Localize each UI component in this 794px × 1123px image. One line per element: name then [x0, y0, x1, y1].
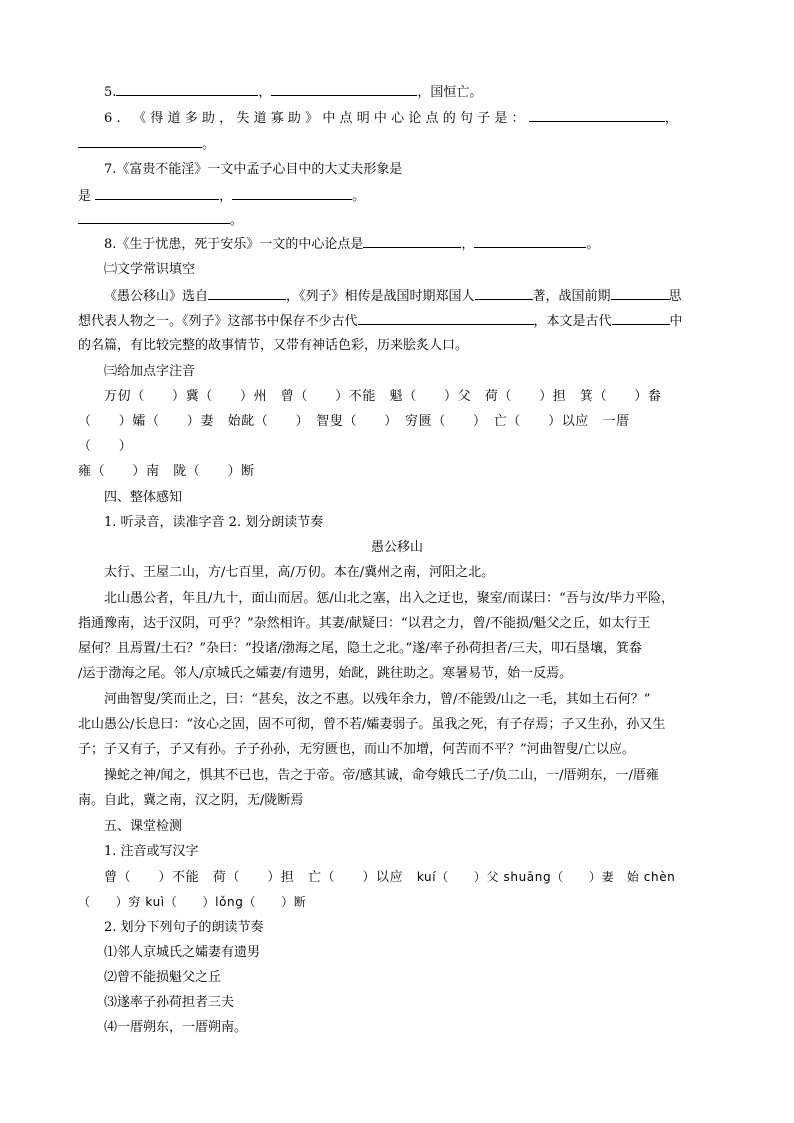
blank[interactable] — [363, 234, 461, 248]
task-2-s2: ⑵曾不能损魁父之丘 — [104, 970, 222, 985]
blank[interactable] — [232, 186, 352, 200]
passage-p2b: 指通豫南，达于汉阴，可乎？”杂然相许。其妻/献疑曰：“以君之力，曾/不能损/魁父之丘，如太行王 — [78, 616, 651, 631]
passage-p4b: 南。自此，冀之南，汉之阴，无/陇断焉 — [78, 793, 304, 808]
passage-p3c: 子；子又有子，子又有孙。子子孙孙，无穷匮也，而山不加增，何苦而不平？”河曲智叟/亡以应。 — [78, 742, 636, 757]
task-2-title: 2. 划分下列句子的朗读节奏 — [104, 920, 264, 935]
passage-p4a: 操蛇之神/闻之，惧其不已也，告之于帝。帝/感其诚，命夸娥氏二子/负二山，一/厝朔东，一/厝雍 — [104, 768, 659, 783]
question-7-cont2: 。 — [78, 210, 243, 231]
blank[interactable] — [529, 108, 665, 122]
section-5-task-1: 1. 注音或写汉字 — [104, 844, 199, 859]
question-7-cont: 是 ， 。 — [78, 186, 365, 207]
passage-p2c: 屋何？且焉置/土石？”杂曰：“投诸/渤海之尾，隐土之北。”遂/率子孙荷担者/三夫，叩石垦壤，箕畚 — [78, 641, 642, 656]
passage-p2a: 北山愚公者，年且/九十，面山而居。惩/山北之塞，出入之迂也，聚室/而谋曰：“吾与汝/毕力平险， — [104, 591, 675, 606]
passage-p3b: 北山愚公/长息曰：“汝心之固，固不可彻，曾不若/孀妻弱子。虽我之死，有子存焉；子又生孙，孙又生 — [78, 717, 666, 732]
question-5: 5. ， ，国恒亡。 — [104, 82, 482, 103]
blank[interactable] — [208, 286, 286, 300]
blank[interactable] — [78, 210, 230, 224]
blank[interactable] — [475, 286, 533, 300]
lit-line-1: 《愚公移山》选自 ，《列子》相传是战国时期郑国人 著，战国前期 思 — [104, 286, 682, 307]
section-4-title: 四、整体感知 — [104, 490, 183, 505]
blank[interactable] — [271, 82, 417, 96]
section-5-title: 五、课堂检测 — [104, 819, 183, 834]
check-row-2: （ ）穷 kuì（ ）lǒng（ ）断 — [78, 895, 307, 909]
lit-line-2: 想代表人物之一。《列子》这部书中保存不少古代 ，本文是古代 中 — [78, 311, 683, 332]
check-row-1: 曾（ ）不能 荷（ ）担 亡（ ）以应 kuí（ ）父 shuāng（ ）妻 始 chèn — [104, 870, 676, 885]
section-3-title: ㈢给加点字注音 — [104, 364, 196, 379]
passage-title: 愚公移山 — [370, 540, 423, 555]
blank[interactable] — [611, 286, 669, 300]
pinyin-row-2: （ ）孀（ ）妻 始龀（ ） 智叟（ ） 穷匮（ ） 亡（ ）以应 一厝 — [78, 414, 630, 429]
lit-line-3: 的名篇，有比较完整的故事情节，又带有神话色彩，历来脍炙人口。 — [78, 338, 469, 353]
blank[interactable] — [95, 186, 219, 200]
question-6: 6. 《得道多助，失道寡助》中点明中心论点的句子是： ， — [104, 108, 678, 129]
blank[interactable] — [474, 234, 586, 248]
task-2-s3: ⑶遂率子孙荷担者三夫 — [104, 995, 235, 1010]
passage-p2d: /运于渤海之尾。邻人/京城氏之孀妻/有遗男，始龀，跳往助之。寒暑易节，始一反焉。 — [78, 666, 573, 681]
passage-p1: 太行、王屋二山，方/七百里，高/万仞。本在/冀州之南，河阳之北。 — [104, 565, 495, 580]
blank[interactable] — [612, 311, 670, 325]
passage-p3a: 河曲智叟/笑而止之，曰：“甚矣，汝之不惠。以残年余力，曾/不能毁/山之一毛，其如土石何？” — [104, 692, 651, 707]
question-8: 8.《生于忧患，死于安乐》一文的中心论点是 ， 。 — [104, 234, 599, 255]
section-2-title: ㈡文学常识填空 — [104, 262, 196, 277]
blank[interactable] — [78, 134, 202, 148]
question-6-cont: 。 — [78, 134, 215, 155]
task-2-s4: ⑷一厝朔东，一厝朔南。 — [104, 1020, 248, 1035]
section-4-task: 1. 听录音，读准字音 2. 划分朗读节奏 — [104, 515, 324, 530]
blank[interactable] — [116, 82, 258, 96]
question-7: 7.《富贵不能淫》一文中孟子心目中的大丈夫形象是 — [104, 162, 403, 177]
blank[interactable] — [358, 311, 534, 325]
task-2-s1: ⑴邻人京城氏之孀妻有遗男 — [104, 945, 261, 960]
pinyin-row-1: 万仞（ ）冀（ ）州 曾（ ）不能 魁（ ）父 荷（ ）担 箕（ ）畚 — [104, 389, 662, 404]
pinyin-row-4: 雍（ ）南 陇（ ）断 — [78, 464, 255, 479]
pinyin-row-3: （ ） — [78, 439, 133, 454]
